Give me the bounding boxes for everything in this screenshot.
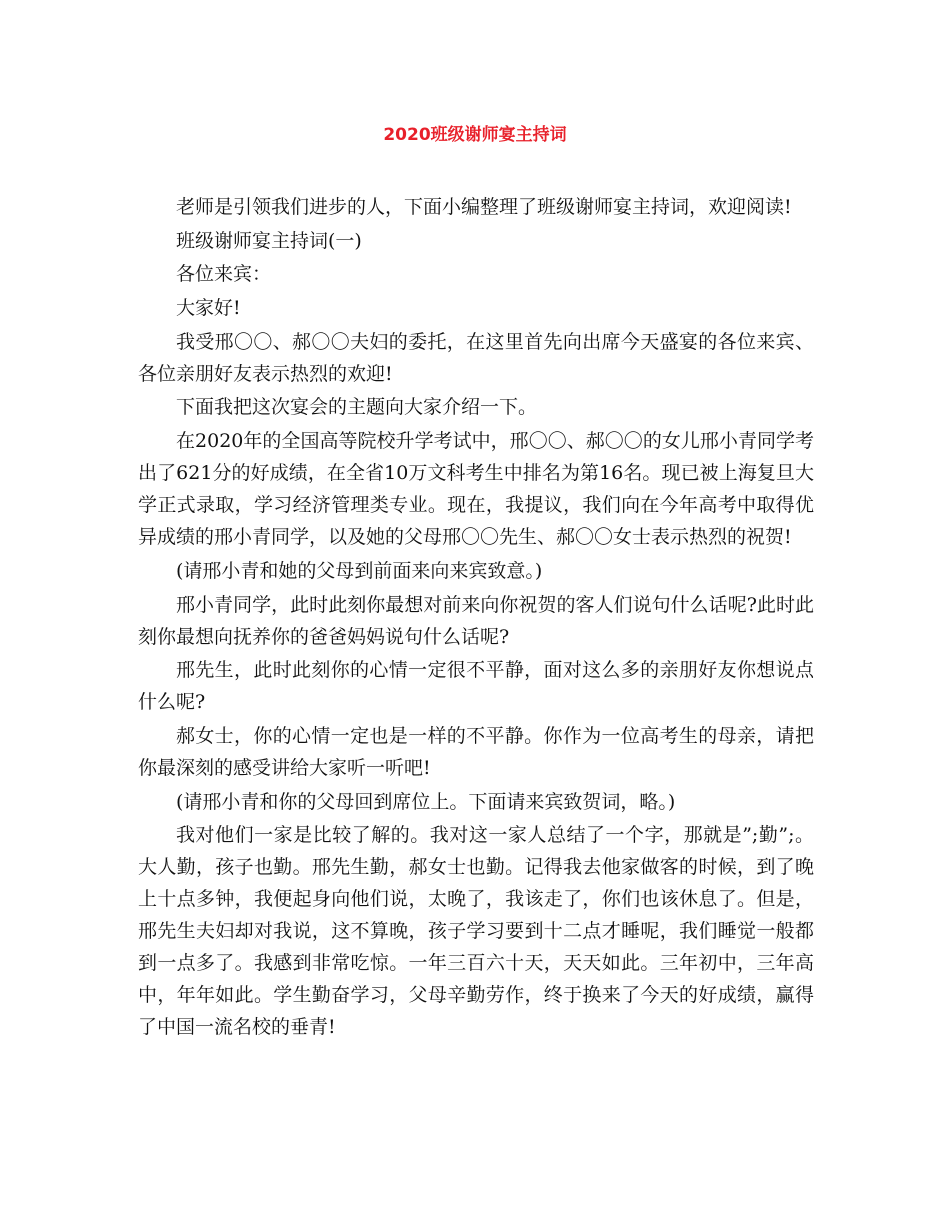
paragraph-family-story: 我对他们一家是比较了解的。我对这一家人总结了一个字，那就是”;勤”;。大人勤，孩子也勤。邢先生勤，郝女士也勤。记得我去他家做客的时候，到了晚上十点多钟，我便起身向他们说，太晚了，我该走了，你们也该休息了。但是，邢先生夫妇却对我说，这不算晚，孩子学习要到十二点才睡呢，我们睡觉一般都到一点多了。我感到非常吃惊。一年三百六十天，天天如此。三年初中，三年高中，年年如此。学生勤奋学习，父母辛勤劳作，终于换来了今天的好成绩，赢得了中国一流名校的垂青! bbox=[138, 824, 814, 1039]
paragraph-welcome: 我受邢〇〇、郝〇〇夫妇的委托，在这里首先向出席今天盛宴的各位来宾、各位亲朋好友表示热烈的欢迎! bbox=[138, 330, 814, 385]
paragraph-question-father: 邢先生，此时此刻你的心情一定很不平静，面对这么多的亲朋好友你想说点什么呢? bbox=[138, 659, 814, 714]
paragraph-exam-results: 在2020年的全国高等院校升学考试中，邢〇〇、郝〇〇的女儿邢小青同学考出了621分的好成绩，在全省10万文科考生中排名为第16名。现已被上海复旦大学正式录取，学习经济管理类专业。现在，我提议，我们向在今年高考中取得优异成绩的邢小青同学，以及她的父母邢〇〇先生、郝〇〇女士表示热烈的祝贺! bbox=[138, 430, 814, 549]
document-body bbox=[138, 191, 814, 1045]
document-title: 2020班级谢师宴主持词 bbox=[383, 125, 567, 145]
paragraph-stage-note-2: (请邢小青和你的父母回到席位上。下面请来宾致贺词，略。) bbox=[176, 790, 676, 813]
paragraph-salutation: 各位来宾： bbox=[176, 263, 272, 286]
paragraph-section-heading: 班级谢师宴主持词(一) bbox=[176, 229, 362, 252]
paragraph-question-student: 邢小青同学，此时此刻你最想对前来向你祝贺的客人们说句什么话呢?此时此刻你最想向抚养你的爸爸妈妈说句什么话呢? bbox=[138, 593, 814, 648]
paragraph-theme-intro: 下面我把这次宴会的主题向大家介绍一下。 bbox=[176, 396, 538, 419]
paragraph-stage-note-1: (请邢小青和她的父母到前面来向来宾致意。) bbox=[176, 559, 543, 582]
paragraph-question-mother: 郝女士，你的心情一定也是一样的不平静。你作为一位高考生的母亲，请把你最深刻的感受讲给大家听一听吧! bbox=[138, 724, 814, 779]
paragraph-intro: 老师是引领我们进步的人，下面小编整理了班级谢师宴主持词，欢迎阅读! bbox=[176, 196, 792, 218]
paragraph-greeting: 大家好! bbox=[176, 297, 241, 320]
